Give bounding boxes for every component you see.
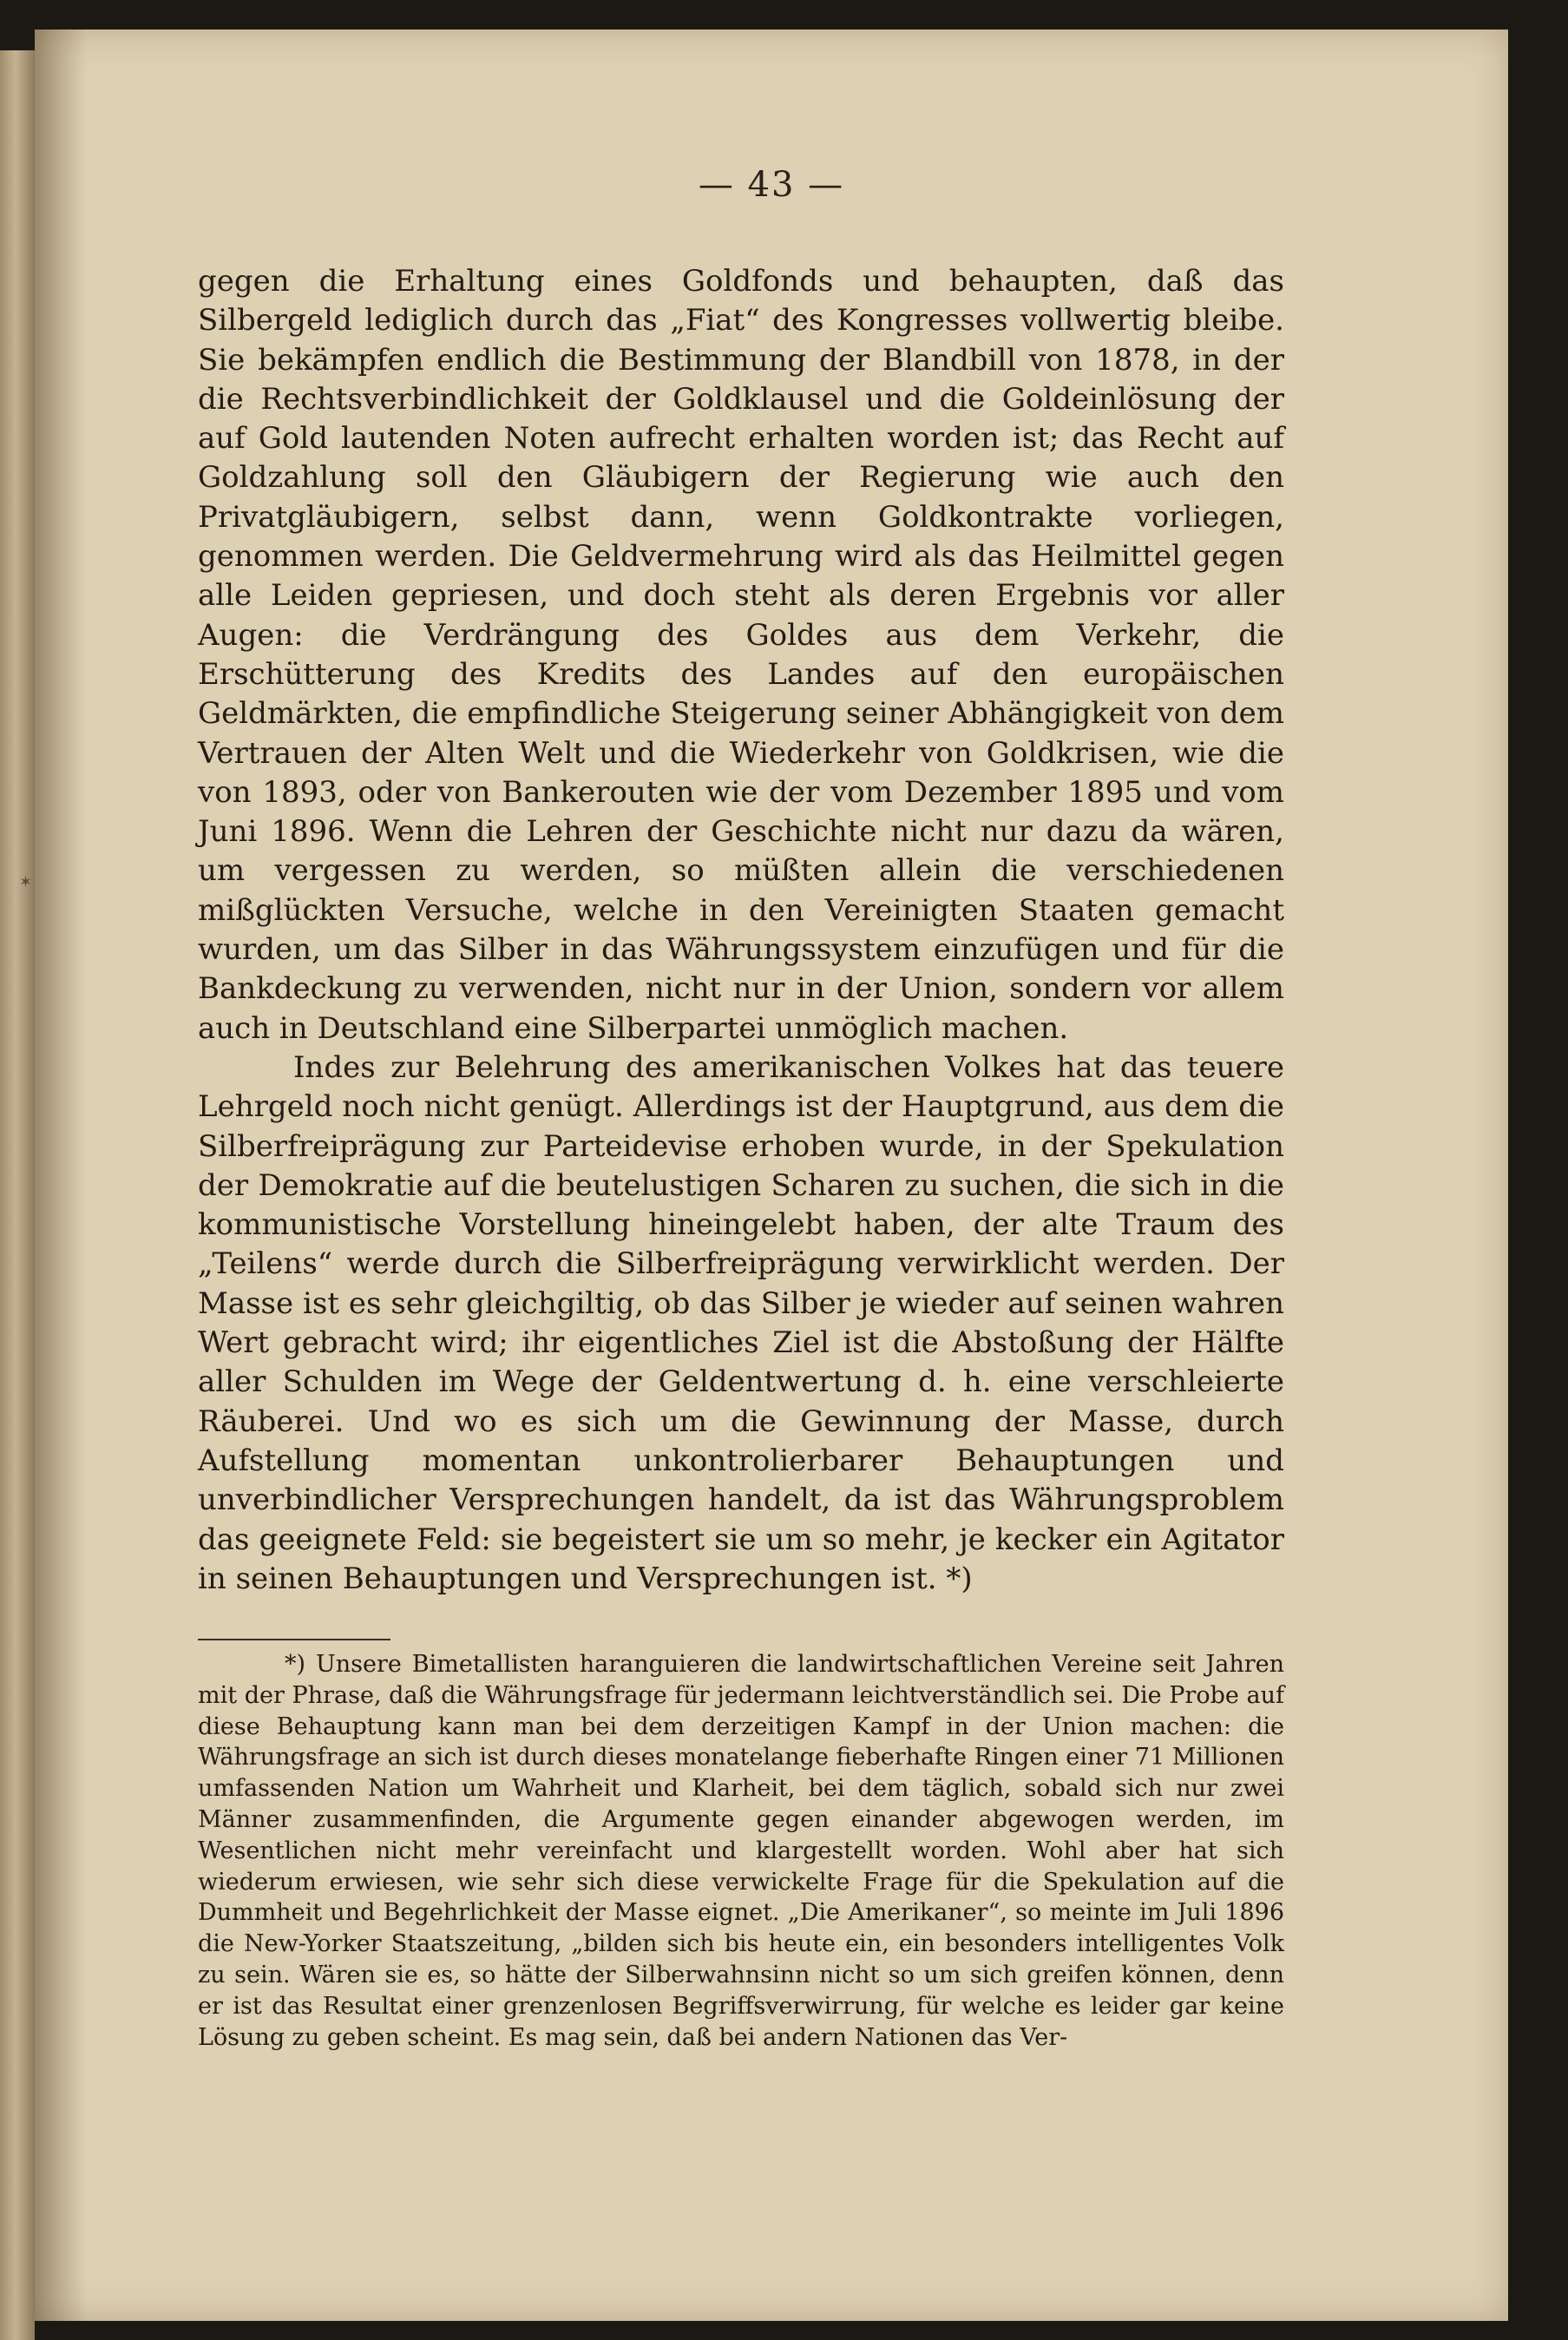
footnote-divider	[198, 1639, 390, 1640]
footnote: *) Unsere Bimetallisten haranguieren die landwirtschaftlichen Vereine seit Jahren mit der Phrase, daß die Währungsfrage für jedermann leichtverständlich sei. Die Probe auf diese Behauptung kann man bei dem derzeitigen Kampf in der Union machen: die Währungsfrage an sich ist durch dieses monatelange fieberhafte Ringen einer 71 Millionen umfassenden Nation um Wahrheit und Klarheit, bei dem täglich, sobald sich nur zwei Männer zusammenfinden, die Argumente gegen einander abgewogen werden, im Wesentlichen nicht mehr vereinfacht und klargestellt worden. Wohl aber hat sich wiederum erwiesen, wie sehr sich diese verwickelte Frage für die Spekulation auf die Dummheit und Begehrlichkeit der Masse eignet. „Die Amerikaner“, so meinte im Juli 1896 die New-Yorker Staatszeitung, „bilden sich bis heute ein, ein besonders intelligentes Volk zu sein. Wären sie es, so hätte der Silberwahnsinn nicht so um sich greifen können, denn er ist das Resultat einer grenzenlosen Begriffsverwirrung, für welche es leider gar keine Lösung zu geben scheint. Es mag sein, daß bei andern Nationen das Ver-	[198, 1651, 1284, 2051]
facing-page-edge	[0, 50, 35, 2340]
paragraph: gegen die Erhaltung eines Goldfonds und behaupten, daß das Silbergeld lediglich durch das „Fiat“ des Kongresses vollwertig bleibe. Sie bekämpfen endlich die Bestimmung der Blandbill von 1878, in der die Rechtsverbindlichkeit der Goldklausel und die Goldeinlösung der auf Gold lautenden Noten aufrecht erhalten worden ist; das Recht auf Goldzahlung soll den Gläubigern der Regierung wie auch den Privatgläubigern, selbst dann, wenn Goldkontrakte vorliegen, genommen werden. Die Geldvermehrung wird als das Heilmittel gegen alle Leiden gepriesen, und doch steht als deren Ergebnis vor aller Augen: die Verdrängung des Goldes aus dem Verkehr, die Erschütterung des Kredits des Landes auf den europäischen Geldmärkten, die empfindliche Steigerung seiner Abhängigkeit von dem Vertrauen der Alten Welt und die Wiederkehr von Goldkrisen, wie die von 1893, oder von Bankerouten wie der vom Dezember 1895 und vom Juni 1896. Wenn die Lehren der Geschichte nicht nur dazu da wären, um vergessen zu werden, so müßten allein die verschiedenen mißglückten Versuche, welche in den Vereinigten Staaten gemacht wurden, um das Silber in das Währungssystem einzufügen und für die Bankdeckung zu verwenden, nicht nur in der Union, sondern vor allem auch in Deutschland eine Silberpartei unmöglich machen.	[198, 264, 1284, 1046]
main-text	[198, 262, 1284, 1599]
margin-mark-icon: ✶	[19, 873, 33, 891]
page-number: — 43 —	[698, 165, 845, 205]
paragraph: Indes zur Belehrung des amerikanischen Volkes hat das teuere Lehrgeld noch nicht genügt. Allerdings ist der Hauptgrund, aus dem die Silberfreiprägung zur Parteidevise erhoben wurde, in der Spekulation der Demokratie auf die beutelustigen Scharen zu suchen, die sich in die kommunistische Vorstellung hineingelebt haben, der alte Traum des „Teilens“ werde durch die Silberfreiprägung verwirklicht werden. Der Masse ist es sehr gleichgiltig, ob das Silber je wieder auf seinen wahren Wert gebracht wird; ihr eigentliches Ziel ist die Abstoßung der Hälfte aller Schulden im Wege der Geldentwertung d. h. eine verschleierte Räuberei. Und wo es sich um die Gewinnung der Masse, durch Aufstellung momentan unkontrolierbarer Behauptungen und unverbindlicher Versprechungen handelt, da ist das Währungsproblem das geeignete Feld: sie begeistert sie um so mehr, je kecker ein Agitator in seinen Behauptungen und Versprechungen ist. *)	[198, 1049, 1284, 1596]
book-page	[35, 30, 1508, 2321]
spine-shadow	[35, 30, 87, 2321]
